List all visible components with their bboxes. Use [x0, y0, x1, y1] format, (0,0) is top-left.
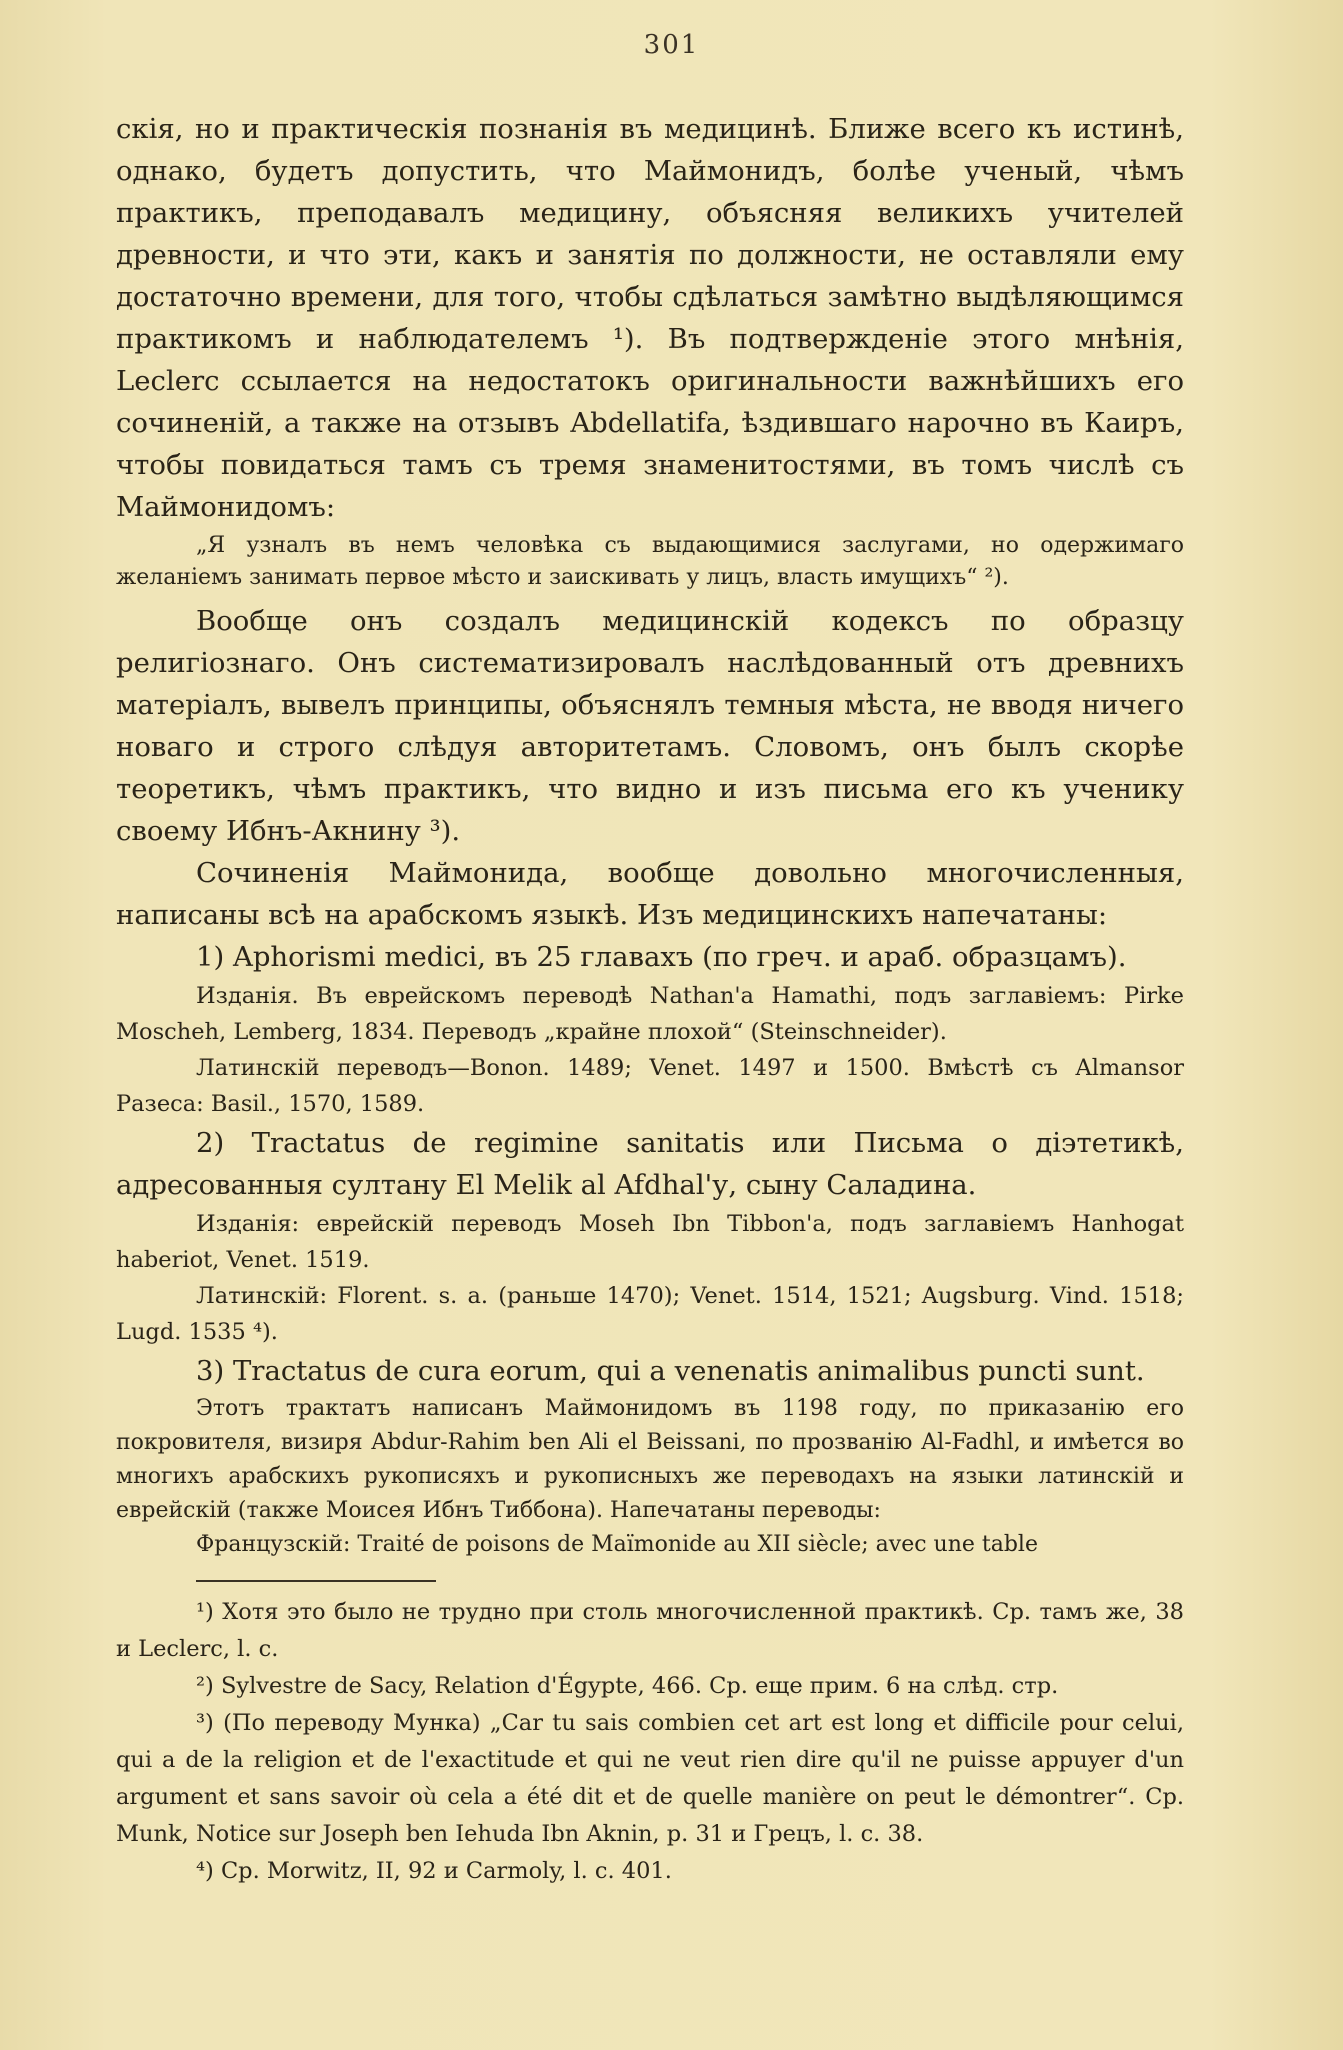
work-item-3: 3) Tractatus de cura eorum, qui a venenatis animalibus puncti sunt.: [196, 1355, 1145, 1387]
work-1-editions-latin: Латинскій переводъ—Bonon. 1489; Venet. 1497 и 1500. Вмѣстѣ съ Almansor Разеса: Basil., 1570, 1589.: [116, 1055, 1184, 1117]
paragraph-1: скія, но и практическія познанія въ медицинѣ. Ближе всего къ истинѣ, однако, будетъ допустить, что Маймонидъ, болѣе ученый, чѣмъ практикъ, преподавалъ медицину, объясняя великихъ учителей древности, и что эти, какъ и занятія по должности, не оставляли ему достаточно времени, для того, чтобы сдѣлаться замѣтно выдѣляющимся практикомъ и наблюдателемъ ¹). Въ подтвержденіе этого мнѣнія, Leclerc ссылается на недостатокъ оригинальности важнѣйшихъ его сочиненій, а также на отзывъ Abdellatifa, ѣздившаго нарочно въ Каиръ, чтобы повидаться тамъ съ тремя знаменитостями, въ томъ числѣ съ Маймонидомъ:: [116, 113, 1184, 523]
work-3-french-translation: Французскій: Traité de poisons de Maïmonide au XII siècle; avec une table: [196, 1532, 1038, 1557]
footnote-2: ²) Sylvestre de Sacy, Relation d'Égypte, 466. Ср. еще прим. 6 на слѣд. стр.: [196, 1673, 1059, 1699]
paragraph-2: Вообще онъ создалъ медицинскій кодексъ по образцу религіознаго. Онъ систематизировалъ наслѣдованный отъ древнихъ матеріалъ, вывелъ принципы, объяснялъ темныя мѣста, не вводя ничего новаго и строго слѣдуя авторитетамъ. Словомъ, онъ былъ скорѣе теоретикъ, чѣмъ практикъ, что видно и изъ письма его къ ученику своему Ибнъ-Акнину ³).: [116, 605, 1184, 847]
main-text: [116, 108, 1184, 1890]
work-item-1: 1) Aphorismi medici, въ 25 главахъ (по греч. и араб. образцамъ).: [196, 941, 1127, 973]
work-2-editions-hebrew: Изданія: еврейскій переводъ Moseh Ibn Tibbon'a, подъ заглавіемъ Hanhogat haberiot, Venet. 1519.: [116, 1211, 1184, 1273]
quote-abdellatif: „Я узналъ въ немъ человѣка съ выдающимися заслугами, но одержимаго желаніемъ занимать первое мѣсто и заискивать у лицъ, власть имущихъ“ ²).: [116, 533, 1184, 590]
footnote-4: ⁴) Ср. Morwitz, II, 92 и Carmoly, l. c. 401.: [196, 1858, 672, 1884]
work-2-editions-latin: Латинскій: Florent. s. a. (раньше 1470); Venet. 1514, 1521; Augsburg. Vind. 1518; Lugd. 1535 ⁴).: [116, 1283, 1184, 1345]
footnote-separator: [196, 1580, 436, 1582]
work-item-2: 2) Tractatus de regimine sanitatis или Письма о діэтетикѣ, адресованныя султану El Melik al Afdhal'у, сыну Саладина.: [116, 1127, 1184, 1201]
work-3-description: Этотъ трактатъ написанъ Маймонидомъ въ 1198 году, по приказанію его покровителя, визиря Abdur-Rahim ben Ali el Beissani, по прозванію Al-Fadhl, и имѣется во многихъ арабскихъ рукописяхъ и рукописныхъ же переводахъ на языки латинскій и еврейскій (также Моисея Ибнъ Тиббона). Напечатаны переводы:: [116, 1396, 1184, 1523]
footnote-1: ¹) Хотя это было не трудно при столь многочисленной практикѣ. Ср. тамъ же, 38 и Leclerc, l. c.: [116, 1599, 1184, 1662]
paragraph-3: Сочиненія Маймонида, вообще довольно многочисленныя, написаны всѣ на арабскомъ языкѣ. Изъ медицинскихъ напечатаны:: [116, 857, 1184, 931]
page-number: 301: [643, 30, 700, 60]
work-1-editions-hebrew: Изданія. Въ еврейскомъ переводѣ Nathan'a Hamathi, подъ заглавіемъ: Pirke Moscheh, Lemberg, 1834. Переводъ „крайне плохой“ (Steinschneider).: [116, 983, 1184, 1045]
footnote-3: ³) (По переводу Мунка) „Car tu sais combien cet art est long et difficile pour celui, qui a de la religion et de l'exactitude et qui ne veut rien dire qu'il ne puisse appuyer d'un argument et sans savoir où cela a été dit et de quelle manière on peut le démontrer“. Ср. Munk, Notice sur Joseph ben Iehuda Ibn Aknin, p. 31 и Грецъ, l. c. 38.: [116, 1710, 1184, 1847]
